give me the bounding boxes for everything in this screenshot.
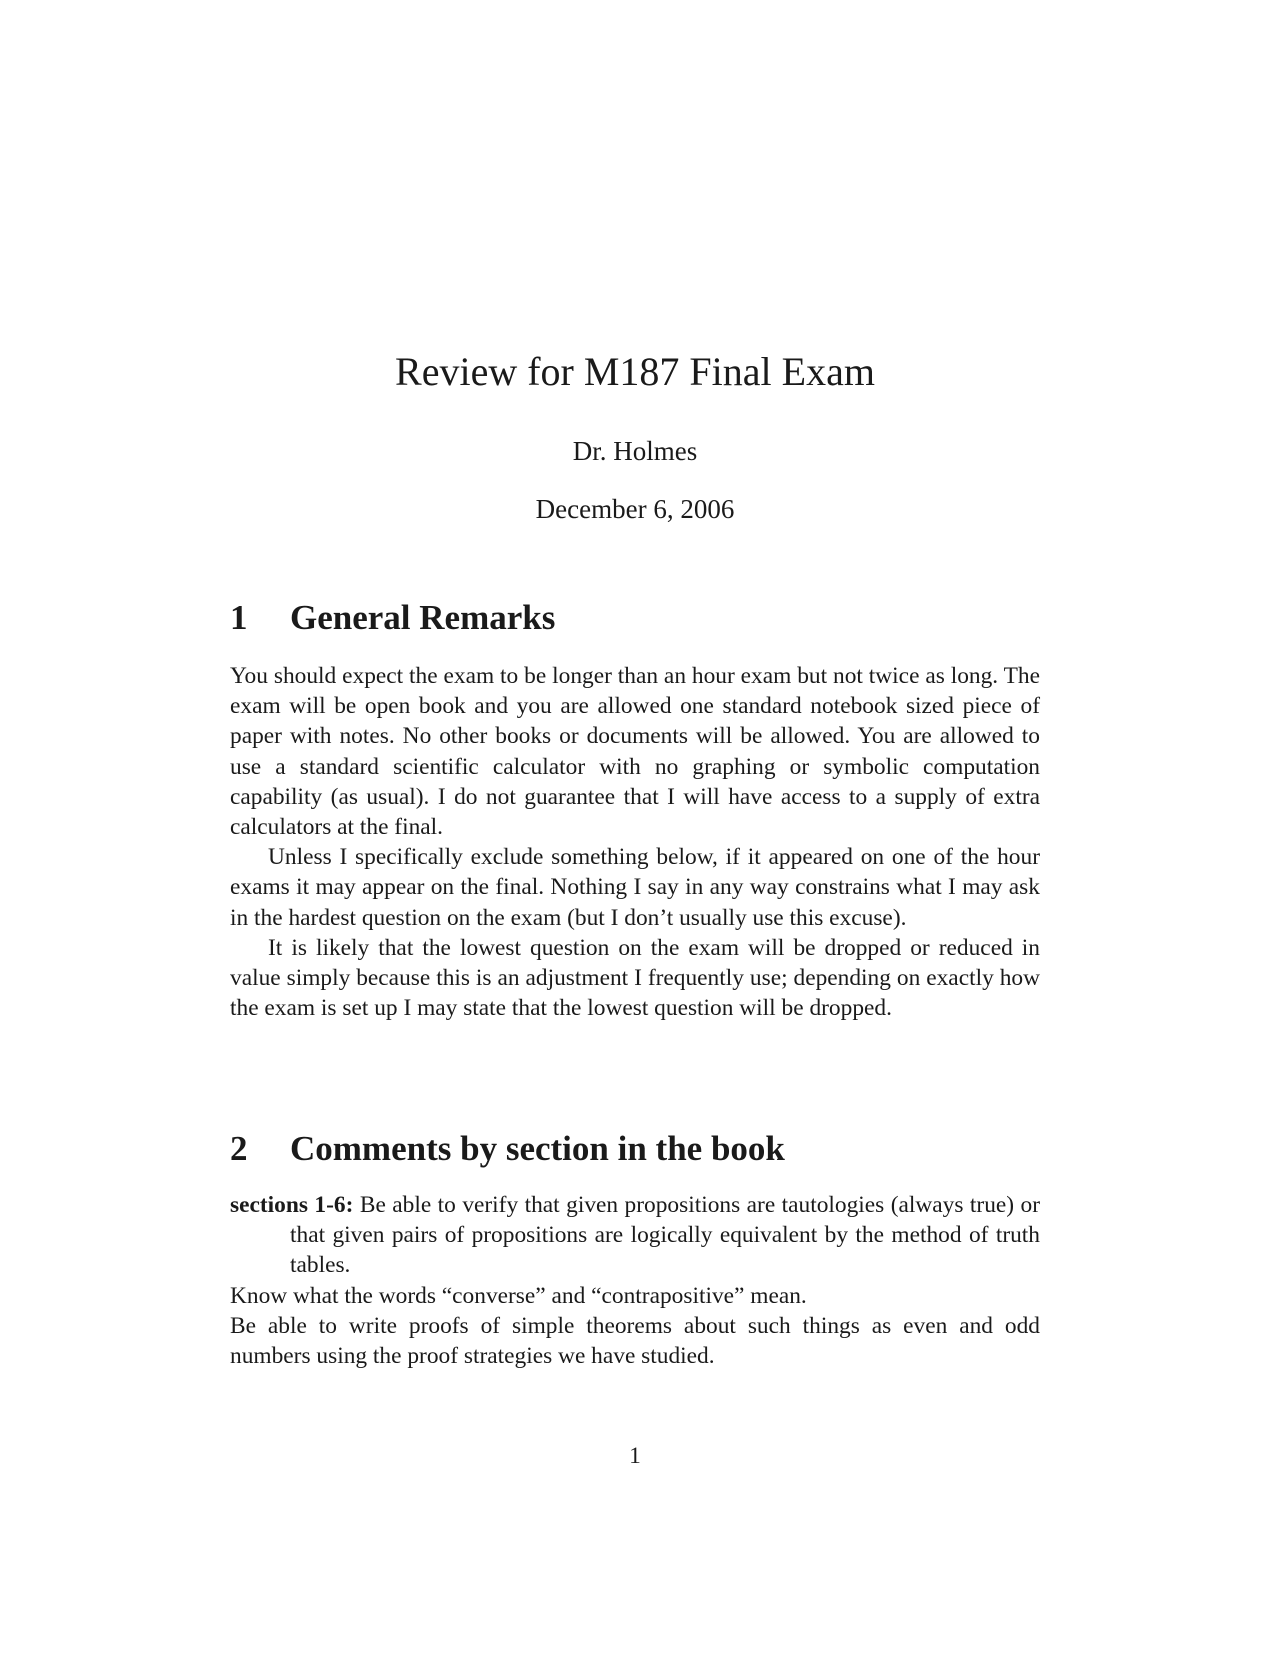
description-paragraph: Be able to write proofs of simple theorems about such things as even and odd numbers using the proof strategies we have studied. (230, 1312, 1040, 1370)
paragraph: Unless I specifically exclude something below, if it appeared on one of the hour exams it may appear on the final. Nothing I say in any way constrains what I may ask in the hardest question on the exam (but I don’t usually use this excuse). (230, 844, 1040, 931)
section-number: 2 (230, 1129, 248, 1168)
document-title: Review for M187 Final Exam (395, 349, 875, 394)
description-term: sections 1-6: (230, 1192, 354, 1218)
general-remarks-body (230, 661, 1040, 1023)
document-date: December 6, 2006 (535, 494, 735, 524)
description-paragraph: Know what the words “converse” and “contrapositive” mean. (230, 1282, 807, 1309)
description-item (230, 1190, 1040, 1281)
page-number: 1 (629, 1443, 641, 1469)
document-author: Dr. Holmes (572, 436, 698, 466)
description-text: Be able to verify that given propositions are tautologies (always true) or that given pairs of propositions are logically equivalent by the method of truth tables. (290, 1192, 1041, 1279)
paragraph: You should expect the exam to be longer than an hour exam but not twice as long. The exam will be open book and you are allowed one standard notebook sized piece of paper with notes. No other books or documents will be allowed. You are allowed to use a standard scientific calculator with no graphing or symbolic computation capability (as usual). I do not guarantee that I will have access to a supply of extra calculators at the final. (230, 663, 1040, 841)
section-heading-comments-by-section (230, 1128, 1040, 1170)
paragraph: It is likely that the lowest question on the exam will be dropped or reduced in value simply because this is an adjustment I frequently use; depending on exactly how the exam is set up I may state that the lowest question will be dropped. (230, 934, 1040, 1022)
section-title: Comments by section in the book (290, 1129, 785, 1168)
document-page (230, 0, 1040, 1656)
section-number: 1 (230, 598, 248, 637)
comments-by-section-body (230, 1190, 1040, 1371)
section-title: General Remarks (290, 598, 556, 637)
section-heading-general-remarks (230, 597, 1040, 639)
